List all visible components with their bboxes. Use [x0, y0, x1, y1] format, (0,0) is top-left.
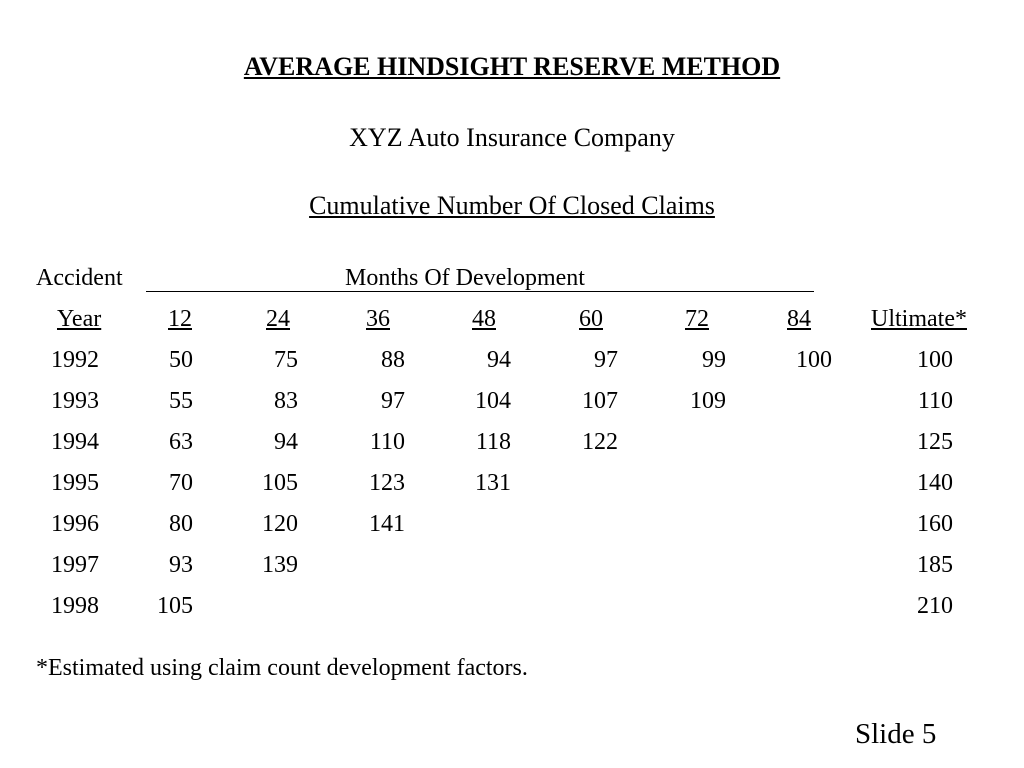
table-cell: 97 — [381, 388, 405, 414]
ultimate-cell: 110 — [917, 388, 953, 414]
column-header-ultimate: Ultimate* — [871, 306, 967, 332]
company-name: XYZ Auto Insurance Company — [349, 123, 675, 152]
accident-header: Accident — [36, 265, 123, 291]
column-header-36: 36 — [366, 306, 390, 332]
table-cell: 105 — [157, 593, 193, 619]
column-header-24: 24 — [266, 306, 290, 332]
row-year: 1992 — [51, 347, 99, 373]
table-cell: 83 — [274, 388, 298, 414]
column-header-84: 84 — [787, 306, 811, 332]
table-cell: 80 — [169, 511, 193, 537]
row-year: 1996 — [51, 511, 99, 537]
column-header-year: Year — [57, 306, 102, 332]
table-cell: 110 — [369, 429, 405, 455]
slide-title — [0, 52, 1024, 82]
row-year: 1997 — [51, 552, 99, 578]
column-header-48: 48 — [472, 306, 496, 332]
column-header-60: 60 — [579, 306, 603, 332]
table-cell: 75 — [274, 347, 298, 373]
table-cell: 107 — [582, 388, 618, 414]
table-cell: 120 — [262, 511, 298, 537]
table-cell: 55 — [169, 388, 193, 414]
table-cell: 50 — [169, 347, 193, 373]
slide-number: Slide 5 — [855, 718, 937, 750]
slide-title-text: AVERAGE HINDSIGHT RESERVE METHOD — [243, 52, 781, 81]
row-year: 1995 — [51, 470, 99, 496]
table-cell: 88 — [381, 347, 405, 373]
ultimate-cell: 125 — [917, 429, 953, 455]
ultimate-cell: 210 — [917, 593, 953, 619]
ultimate-cell: 160 — [917, 511, 953, 537]
ultimate-cell: 140 — [917, 470, 953, 496]
ultimate-cell: 100 — [917, 347, 953, 373]
table-cell: 109 — [690, 388, 726, 414]
table-cell: 122 — [582, 429, 618, 455]
table-cell: 94 — [274, 429, 298, 455]
table-cell: 105 — [262, 470, 298, 496]
column-header-72: 72 — [685, 306, 709, 332]
table-cell: 123 — [369, 470, 405, 496]
table-cell: 70 — [169, 470, 193, 496]
table-cell: 141 — [369, 511, 405, 537]
section-title-text: Cumulative Number Of Closed Claims — [309, 191, 715, 220]
section-title — [0, 191, 1024, 221]
ultimate-cell: 185 — [917, 552, 953, 578]
table-cell: 139 — [262, 552, 298, 578]
table-cell: 99 — [702, 347, 726, 373]
row-year: 1998 — [51, 593, 99, 619]
table-cell: 131 — [475, 470, 511, 496]
table-cell: 97 — [594, 347, 618, 373]
table-cell: 63 — [169, 429, 193, 455]
months-of-development-header: Months Of Development — [345, 265, 585, 291]
footnote: *Estimated using claim count development factors. — [36, 655, 528, 681]
row-year: 1994 — [51, 429, 99, 455]
table-cell: 104 — [475, 388, 511, 414]
table-cell: 93 — [169, 552, 193, 578]
table-cell: 100 — [796, 347, 832, 373]
table-cell: 118 — [475, 429, 511, 455]
table-cell: 94 — [487, 347, 511, 373]
column-header-12: 12 — [168, 306, 192, 332]
row-year: 1993 — [51, 388, 99, 414]
